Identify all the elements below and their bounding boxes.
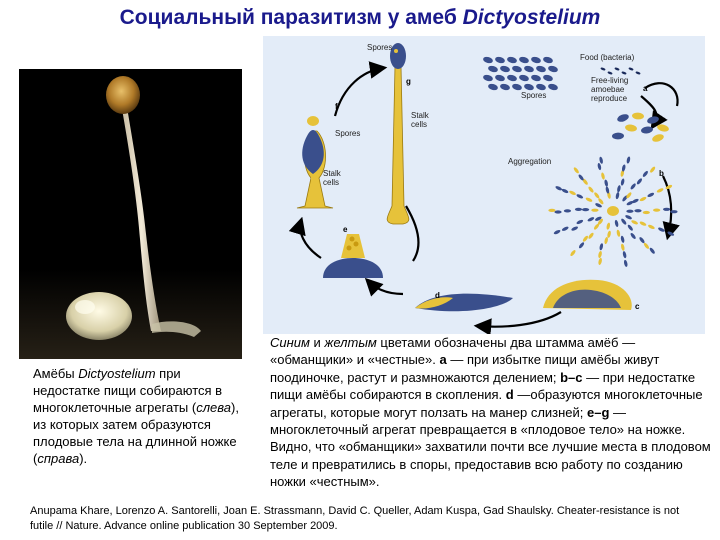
aggregating-cell [569, 249, 576, 257]
label-stalk-cells-1: Stalk [411, 111, 429, 120]
aggregating-cell [578, 241, 585, 249]
aggregating-cell [639, 196, 647, 202]
aggregating-cell [630, 232, 637, 240]
free-amoeba [612, 132, 624, 139]
spore [506, 56, 517, 64]
spore [530, 74, 541, 82]
photo-caption-right-word: справа [37, 451, 80, 466]
aggregating-cell [647, 224, 655, 230]
spore [499, 83, 510, 91]
caption-yellow: желтым [324, 335, 377, 350]
spore [506, 74, 517, 82]
photo-caption-text-1: Амёбы [33, 366, 79, 381]
photo-caption-left-word: слева [196, 400, 232, 415]
photo-caption-text-2: при недостатке пищи собираются в многоклеточные агрегаты ( [33, 366, 223, 415]
aggregating-cell [607, 230, 612, 238]
aggregating-cell [598, 258, 603, 266]
stage-f [297, 116, 333, 208]
bacterium [621, 71, 627, 75]
spore [535, 65, 546, 73]
letter-b: b [659, 169, 664, 178]
label-free-living-3: reproduce [591, 94, 628, 103]
spore [523, 83, 534, 91]
letter-d: d [435, 291, 440, 300]
free-amoeba [641, 126, 654, 134]
arrow-d [368, 281, 403, 294]
aggregating-cell [588, 232, 595, 240]
bacterium [607, 71, 613, 75]
spore [518, 56, 529, 64]
aggregating-cell [658, 227, 666, 233]
photo-caption-text-3: ), из которых затем образуются плодовые тела на длинной ножке ( [33, 400, 239, 466]
aggregating-cell [620, 235, 625, 243]
caption-s1: цветами обозначены два штамма амёб — «обманщики» и «честные». [270, 335, 636, 368]
aggregating-cell [639, 221, 647, 227]
aggregating-cell [620, 178, 625, 186]
spore [518, 74, 529, 82]
spore [494, 74, 505, 82]
label-food: Food (bacteria) [580, 53, 635, 62]
label-stalk-left-2: cells [323, 178, 340, 187]
letter-f: f [335, 102, 338, 111]
aggregating-cell [582, 208, 589, 211]
aggregating-cell [597, 163, 602, 171]
caption-letter-d: d [505, 387, 514, 403]
stage-g [387, 43, 409, 224]
aggregating-cell [548, 209, 555, 212]
bacterium [635, 71, 641, 75]
aggregating-cell [561, 188, 569, 194]
spore [511, 65, 522, 73]
caption-s5: — многоклеточный агрегат превращается в «плодовое тело» на ножке. Видно, что «обманщики» захватили почти все лучшие места в плодовом теле и превратились в споры, предоставив всю работу по созданию ножки «честным». [270, 404, 711, 490]
spore [547, 83, 558, 91]
stage-d [415, 294, 513, 312]
aggregating-cell [625, 214, 633, 220]
aggregation-center [607, 206, 619, 216]
aggregating-cell [598, 251, 603, 259]
fruiting-body-photo [19, 69, 242, 359]
aggregating-cell [631, 219, 639, 225]
letter-e: e [343, 225, 348, 234]
food-bacteria [600, 67, 641, 75]
aggregating-cell [585, 197, 593, 203]
spore [487, 83, 498, 91]
aggregating-cell [591, 209, 598, 212]
spores-cluster [482, 56, 558, 91]
title-text: Социальный паразитизм у амеб [119, 6, 463, 29]
aggregating-cell [617, 185, 622, 193]
aggregating-cell [638, 236, 645, 244]
spore [482, 56, 493, 64]
spore [542, 56, 553, 64]
caption-s2: — при избытке пищи амёбы живут поодиночке, растут и размножаются делением; [270, 352, 660, 385]
label-free-living-1: Free-living [591, 76, 629, 85]
diagram-caption [270, 334, 712, 491]
aggregating-cell [653, 209, 660, 212]
bacterium [600, 67, 606, 71]
photo-caption [33, 365, 248, 467]
label-stalk-cells-2: cells [411, 120, 428, 129]
aggregating-cell [604, 237, 609, 245]
aggregating-cell [627, 224, 634, 232]
aggregating-cell [656, 187, 664, 193]
label-spores-top: Spores [367, 43, 393, 52]
aggregating-cell [606, 222, 611, 230]
aggregating-cell [604, 179, 609, 187]
stage-a-free-amoebae [612, 112, 670, 143]
aggregating-cell [626, 210, 633, 213]
aggregating-cell [576, 219, 584, 225]
letter-g: g [406, 77, 411, 86]
aggregating-cell [620, 218, 627, 226]
aggregating-cell [587, 216, 595, 222]
aggregating-cell [564, 209, 571, 212]
aggregating-cell [622, 251, 627, 259]
aggregating-cell [626, 156, 631, 164]
free-amoeba [646, 115, 659, 125]
aggregating-cell [614, 220, 619, 228]
aggregating-cell [620, 243, 625, 251]
photo-caption-species: Dictyostelium [78, 366, 156, 381]
caption-letter-a: a [439, 352, 447, 368]
aggregating-cell [561, 226, 569, 232]
free-amoeba [651, 133, 665, 143]
page-title [0, 6, 720, 30]
free-amoeba [632, 112, 644, 119]
bacterium [628, 67, 634, 71]
label-free-living-2: amoebae [591, 85, 625, 94]
stage-e [323, 234, 383, 278]
aggregating-cell [615, 192, 620, 200]
aggregating-cell [670, 210, 677, 213]
aggregating-cell [636, 178, 643, 186]
arrow-c [478, 312, 561, 327]
caption-blue: Синим [270, 335, 310, 350]
aggregating-cell [576, 193, 584, 199]
caption-letter-eg: e–g [587, 404, 610, 420]
aggregating-cell [593, 192, 600, 200]
arrow-e [300, 221, 321, 258]
caption-s3: — при недостатке пищи амёбы собираются в скопления. [270, 369, 696, 403]
aggregating-cell [616, 229, 621, 237]
aggregating-cell [649, 247, 656, 255]
spore [482, 74, 493, 82]
free-amoeba [656, 123, 669, 133]
aggregating-cell [599, 243, 604, 251]
aggregating-cell [554, 210, 561, 213]
citation: Anupama Khare, Lorenzo A. Santorelli, Joan E. Strassmann, David C. Queller, Adam Kuspa, Gad Shaulsky. Cheater-resistance is not futile // Nature. Advance online publication 30 September 2009. [30, 505, 680, 532]
spore [511, 83, 522, 91]
aggregating-cell [555, 185, 563, 191]
title-species: Dictyostelium [462, 6, 601, 29]
aggregating-cell [623, 259, 628, 267]
aggregating-cell [647, 192, 655, 198]
aggregating-cell [571, 226, 579, 232]
aggregating-cell [643, 242, 650, 250]
label-aggregation: Aggregation [508, 157, 552, 166]
caption-letter-bc: b–c [560, 369, 583, 385]
life-cycle-svg [263, 36, 705, 334]
spore [499, 65, 510, 73]
free-amoeba [616, 113, 630, 123]
caption-s4: —образуются многоклеточные агрегаты, которые могут ползать на манер слизней; [270, 387, 703, 420]
arrow-a-top [645, 83, 678, 106]
spore [523, 65, 534, 73]
aggregating-cell [599, 156, 604, 164]
aggregating-cell [569, 190, 577, 196]
aggregating-cell [663, 208, 670, 211]
bacterium [614, 67, 620, 71]
aggregating-cell [642, 170, 649, 178]
arrow-f [335, 68, 383, 116]
letter-a: a [643, 84, 648, 93]
aggregating-cell [634, 209, 641, 212]
fruiting-body-image [19, 69, 242, 359]
photo-caption-text-4: ). [79, 451, 88, 466]
spore [547, 65, 558, 73]
spore [530, 56, 541, 64]
life-cycle-diagram [263, 36, 705, 334]
aggregating-cell [575, 208, 582, 211]
aggregating-cell [553, 229, 561, 235]
spore [487, 65, 498, 73]
aggregating-cell [601, 172, 606, 180]
aggregating-cell [582, 235, 589, 243]
aggregating-cell [649, 166, 656, 174]
aggregating-cell [630, 183, 637, 191]
spore [535, 83, 546, 91]
caption-and: и [309, 335, 325, 350]
label-spores-right: Spores [521, 91, 547, 100]
aggregating-cell [643, 211, 650, 214]
label-stalk-left-1: Stalk [323, 169, 341, 178]
spore [494, 56, 505, 64]
aggregating-cell [588, 186, 595, 194]
free-amoeba [625, 124, 638, 133]
letter-c: c [635, 302, 640, 311]
label-spores-left: Spores [335, 129, 361, 138]
spore [542, 74, 553, 82]
stage-c [543, 280, 632, 310]
aggregating-cell [573, 167, 580, 175]
